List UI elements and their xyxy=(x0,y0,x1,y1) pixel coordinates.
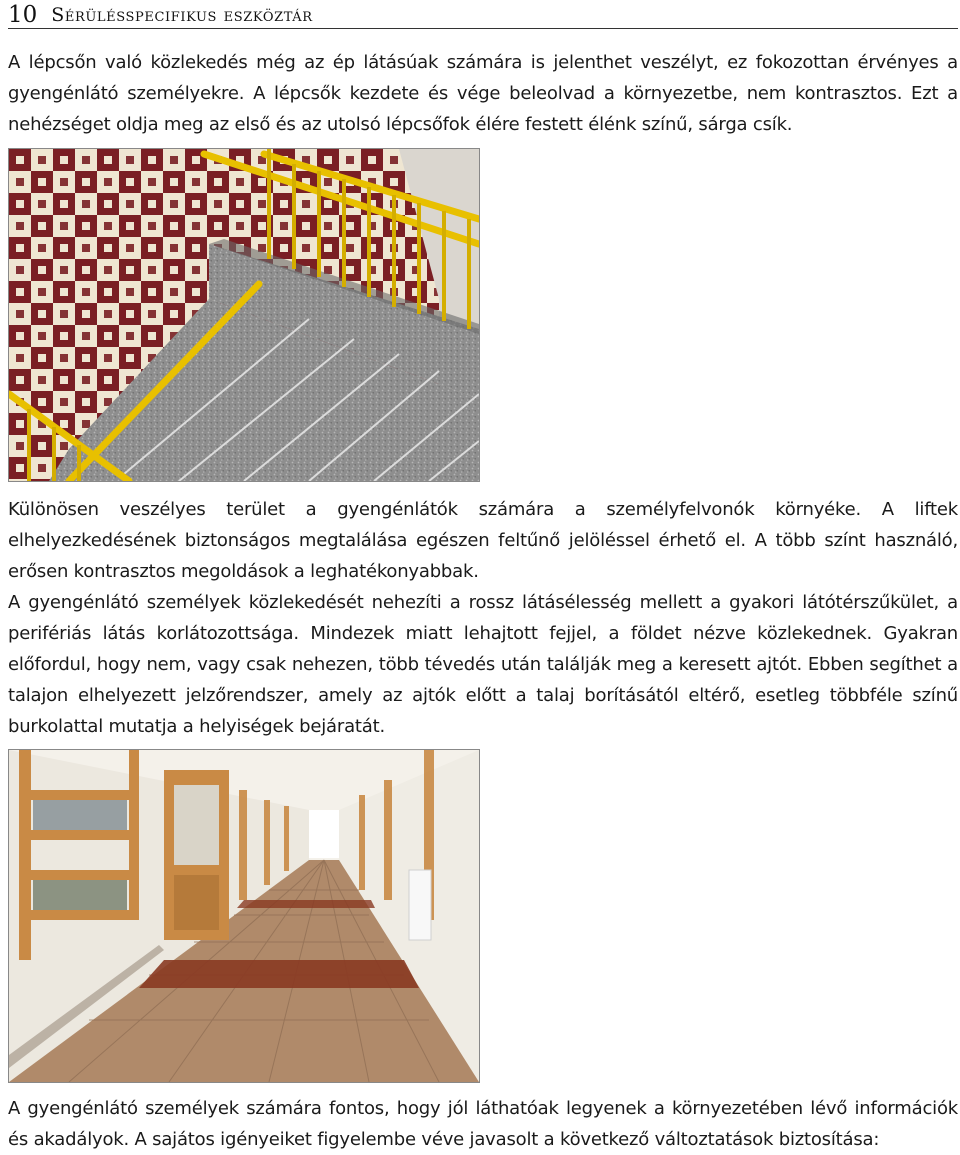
paragraph-information: A gyengénlátó személyek számára fontos, hogy jól láthatóak legyenek a környezetében lévő információk és akadályok. A sajátos igényeiket figyelembe véve javasolt a következő változtatások biztosítása: xyxy=(8,1098,958,1150)
staircase-photo xyxy=(8,148,480,482)
chapter-title: Sérülésspecifikus eszköztár xyxy=(51,4,313,26)
paragraph-floor-signals: A gyengénlátó személyek közlekedését nehezíti a rossz látásélesség mellett a gyakori látótérszűkület, a perifériás látás korlátozottsága. Mindezek miatt lehajtott fejjel, a földet nézve közlekednek. Gyakran előfordul, hogy nem, vagy csak nehezen, több tévedés után találják meg a keresett ajtót. Ebben segíthet a talajon elhelyezett jelzőrendszer, amely az ajtók előtt a talaj borításától eltérő, esetleg többféle színű burkolattal mutatja a helyiségek bejáratát. xyxy=(8,592,958,737)
corridor-photo xyxy=(8,749,480,1083)
paragraph-elevators: Különösen veszélyes terület a gyengénlátók számára a személyfelvonók környéke. A liftek elhelyezkedésének biztonságos megtalálása egészen feltűnő jelöléssel érhető el. A több színt használó, erősen kontrasztos megoldások a leghatékonyabbak. xyxy=(8,499,958,582)
page-header xyxy=(8,0,958,29)
page-number: 10 xyxy=(8,2,38,28)
paragraph-stairs: A lépcsőn való közlekedés még az ép látásúak számára is jelenthet veszélyt, ez fokozottan érvényes a gyengénlátó személyekre. A lépcsők kezdete és vége beleolvad a környezetbe, nem kontrasztos. Ezt a nehézséget oldja meg az első és az utolsó lépcsőfok élére festett élénk színű, sárga csík. xyxy=(8,52,958,135)
